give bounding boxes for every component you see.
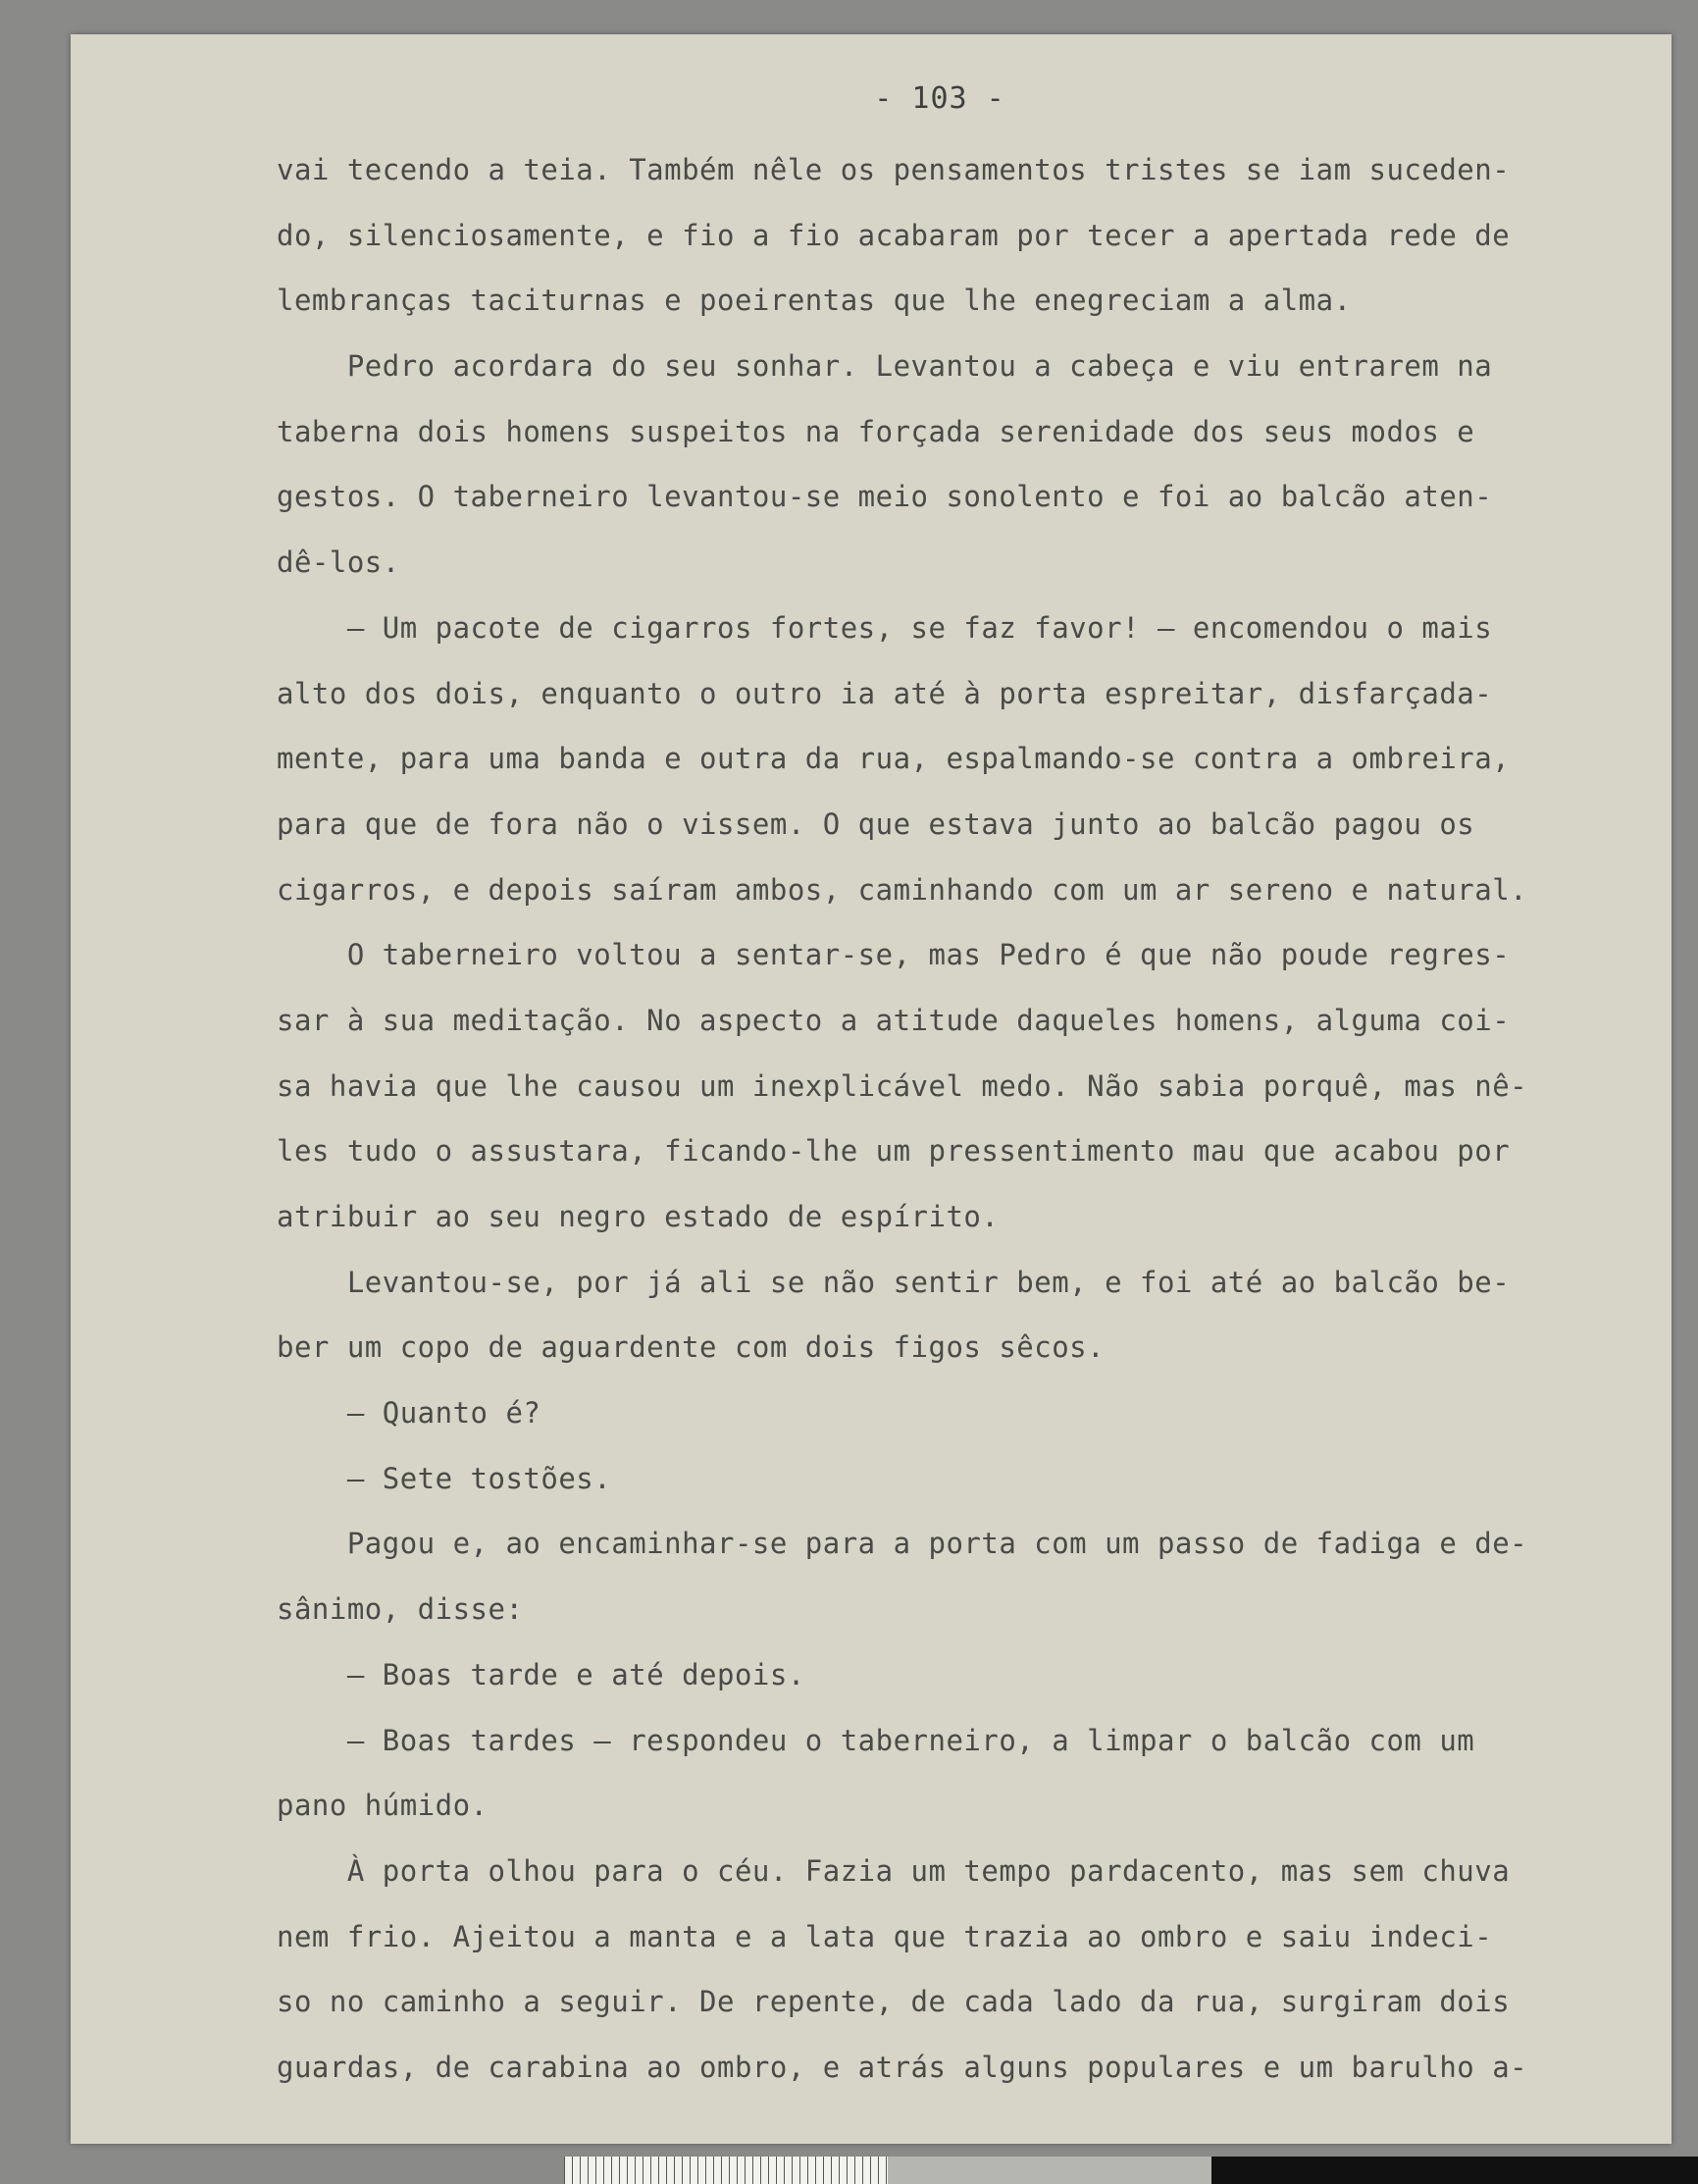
gray-swatch (888, 2157, 1211, 2184)
text-line: sar à sua meditação. No aspecto a atitude daqueles homens, alguma coi- (277, 1003, 1511, 1037)
text-line: dê-los. (277, 546, 400, 580)
text-line: guardas, de carabina ao ombro, e atrás alguns populares e um barulho a- (277, 2050, 1528, 2084)
text-line: les tudo o assustara, ficando-lhe um pressentimento mau que acabou por (277, 1134, 1511, 1169)
text-line: alto dos dois, enquanto o outro ia até à porta espreitar, disfarçada- (277, 676, 1493, 710)
text-line: para que de fora não o vissem. O que estava junto ao balcão pagou os (277, 806, 1475, 841)
page-body (277, 137, 1698, 2101)
scan-calibration-strip (564, 2157, 1698, 2184)
text-line: — Um pacote de cigarros fortes, se faz favor! — encomendou o mais (277, 610, 1493, 645)
text-line: nem frio. Ajeitou a manta e a lata que trazia ao ombro e saiu indeci- (277, 1919, 1493, 1953)
text-line: mente, para uma banda e outra da rua, espalmando-se contra a ombreira, (277, 742, 1511, 776)
text-line: À porta olhou para o céu. Fazia um tempo pardacento, mas sem chuva (277, 1853, 1511, 1888)
text-line: cigarros, e depois saíram ambos, caminhando com um ar sereno e natural. (277, 872, 1528, 907)
ruler-ticks (564, 2157, 888, 2184)
text-line: so no caminho a seguir. De repente, de cada lado da rua, surgiram dois (277, 1985, 1511, 2019)
text-line: taberna dois homens suspeitos na forçada serenidade dos seus modos e (277, 414, 1475, 448)
text-line: — Boas tarde e até depois. (277, 1657, 805, 1691)
text-line: — Boas tardes — respondeu o taberneiro, a limpar o balcão com um (277, 1723, 1475, 1757)
typewritten-page (71, 34, 1672, 2144)
text-line: — Quanto é? (277, 1396, 541, 1430)
text-line: Levantou-se, por já ali se não sentir bem, e foi até ao balcão be- (277, 1265, 1511, 1299)
text-line: O taberneiro voltou a sentar-se, mas Pedro é que não poude regres- (277, 938, 1511, 972)
text-line: sa havia que lhe causou um inexplicável medo. Não sabia porquê, mas nê- (277, 1068, 1528, 1103)
black-swatch (1211, 2157, 1698, 2184)
text-line: Pagou e, ao encaminhar-se para a porta com um passo de fadiga e de- (277, 1527, 1528, 1561)
text-line: pano húmido. (277, 1789, 489, 1823)
text-line: sânimo, disse: (277, 1592, 524, 1627)
text-line: ber um copo de aguardente com dois figos sêcos. (277, 1330, 1106, 1365)
text-line: atribuir ao seu negro estado de espírito. (277, 1200, 1000, 1233)
page-number: - 103 - (874, 81, 1005, 116)
text-line: do, silenciosamente, e fio a fio acabaram por tecer a apertada rede de (277, 218, 1511, 252)
text-line: gestos. O taberneiro levantou-se meio sonolento e foi ao balcão aten- (277, 480, 1493, 514)
text-line: — Sete tostões. (277, 1461, 612, 1495)
text-line: vai tecendo a teia. Também nêle os pensamentos tristes se iam suceden- (277, 153, 1511, 186)
text-line: Pedro acordara do seu sonhar. Levantou a cabeça e viu entrarem na (277, 349, 1493, 384)
text-line: lembranças taciturnas e poeirentas que lhe enegreciam a alma. (277, 284, 1352, 318)
